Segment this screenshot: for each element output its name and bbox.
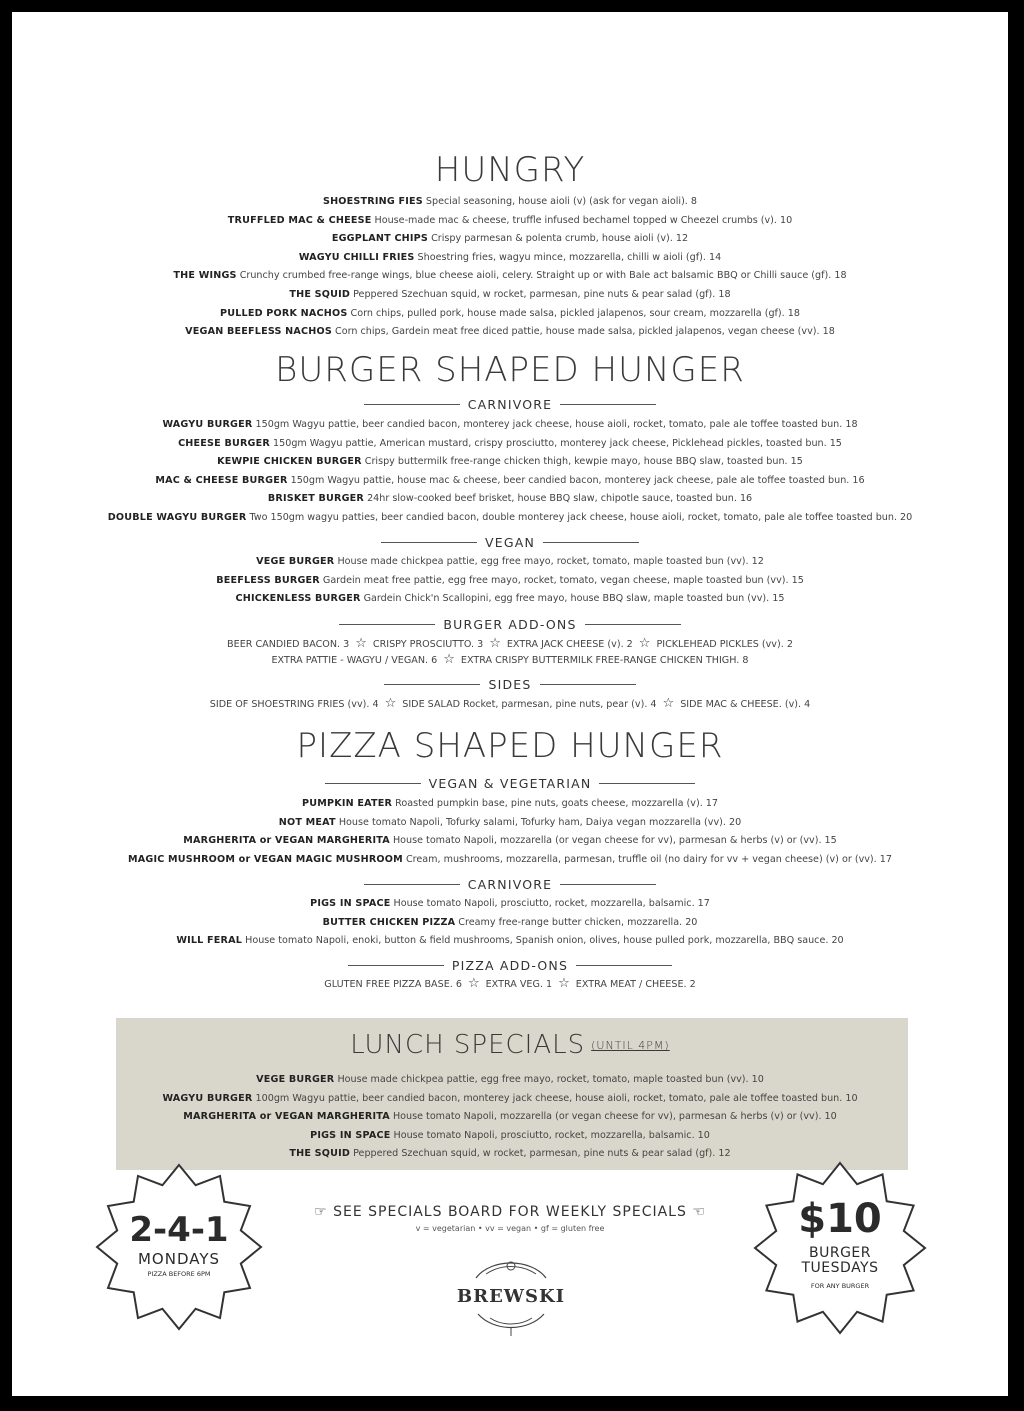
- menu-item-name: THE SQUID: [289, 1148, 351, 1160]
- menu-item-description: Crispy parmesan & polenta crumb, house aioli (v). 12: [428, 233, 689, 245]
- menu-item-description: Peppered Szechuan squid, w rocket, parmesan, pine nuts & pear salad (gf). 18: [350, 289, 731, 300]
- menu-item: [16, 233, 1004, 245]
- menu-item: [16, 1093, 1004, 1105]
- menu-item: [16, 575, 1004, 587]
- menu-item-description: 24hr slow-cooked beef brisket, house BBQ slaw, chipotle sauce, toasted bun. 16: [364, 493, 753, 505]
- menu-item-name: NOT MEAT: [278, 816, 336, 828]
- menu-item-description: Corn chips, pulled pork, house made salsa, pickled jalapenos, sour cream, mozzarella (gf). 18: [347, 307, 800, 319]
- star-icon: ☆: [467, 976, 480, 991]
- subheading-sides: SIDES: [16, 677, 1004, 692]
- menu-item-description: House made chickpea pattie, egg free mayo, rocket, tomato, maple toasted bun (vv). 12: [334, 556, 764, 567]
- addon-item: GLUTEN FREE PIZZA BASE. 6: [324, 979, 462, 990]
- menu-item: [16, 935, 1004, 947]
- menu-item-name: PULLED PORK NACHOS: [220, 307, 348, 319]
- star-icon: ☆: [638, 636, 651, 651]
- menu-item-description: House tomato Napoli, prosciutto, rocket, mozzarella, balsamic. 17: [390, 898, 710, 909]
- subheading-pizza-carnivore: CARNIVORE: [16, 877, 1004, 892]
- menu-item-name: BUTTER CHICKEN PIZZA: [322, 916, 456, 928]
- pointing-hand-icon: ☜: [692, 1204, 706, 1220]
- menu-item-name: PUMPKIN EATER: [302, 798, 393, 809]
- subheading-burger-carnivore: CARNIVORE: [16, 397, 1004, 412]
- menu-item-name: VEGE BURGER: [256, 556, 335, 567]
- menu-item: [16, 493, 1004, 505]
- menu-item: [16, 512, 1004, 524]
- addon-item: BEER CANDIED BACON. 3: [227, 639, 350, 650]
- menu-item: [16, 898, 1004, 910]
- menu-item: [16, 270, 1004, 282]
- menu-item-description: 150gm Wagyu pattie, American mustard, crispy prosciutto, monterey jack cheese, Picklehead pickles, toasted bun. 15: [269, 437, 842, 449]
- menu-item-description: Crispy buttermilk free-range chicken thigh, kewpie mayo, house BBQ slaw, toasted bun. 15: [361, 456, 803, 468]
- menu-page: [16, 16, 1004, 1392]
- menu-item-name: TRUFFLED MAC & CHEESE: [227, 214, 372, 226]
- addon-item: EXTRA VEG. 1: [485, 979, 553, 990]
- addon-item: EXTRA PATTIE - WAGYU / VEGAN. 6: [271, 655, 438, 666]
- menu-item-name: CHEESE BURGER: [178, 437, 270, 449]
- menu-item: [16, 1111, 1004, 1123]
- menu-item-description: House-made mac & cheese, truffle infused bechamel topped w Cheezel crumbs (v). 10: [371, 214, 793, 226]
- menu-item-name: MAC & CHEESE BURGER: [155, 474, 288, 486]
- menu-item-name: THE WINGS: [173, 270, 237, 282]
- menu-item-name: VEGAN BEEFLESS NACHOS: [185, 326, 332, 338]
- menu-item-name: VEGE BURGER: [256, 1074, 335, 1085]
- menu-item-name: SHOESTRING FIES: [322, 196, 423, 207]
- section-title-pizza: PIZZA SHAPED HUNGER: [296, 726, 724, 766]
- menu-item-name: WAGYU CHILLI FRIES: [298, 251, 415, 263]
- dietary-legend: v = vegetarian • vv = vegan • gf = gluten free: [415, 1224, 605, 1233]
- menu-item-description: Corn chips, Gardein meat free diced pattie, house made salsa, pickled jalapenos, vegan cheese (vv). 18: [331, 326, 835, 338]
- menu-item-description: Two 150gm wagyu patties, beer candied bacon, double monterey jack cheese, house aioli, rocket, tomato, pale ale toffee toasted bun. 20: [246, 512, 913, 523]
- menu-item: [16, 835, 1004, 847]
- menu-item-description: Peppered Szechuan squid, w rocket, parmesan, pine nuts & pear salad (gf). 12: [350, 1148, 731, 1160]
- menu-item-description: House tomato Napoli, mozzarella (or vegan cheese for vv), parmesan & herbs (v) or (vv). 10: [389, 1111, 837, 1123]
- menu-item: [16, 308, 1004, 320]
- addon-item: CRISPY PROSCIUTTO. 3: [372, 639, 484, 650]
- menu-item: [16, 326, 1004, 338]
- menu-item: [16, 1130, 1004, 1142]
- menu-item: [16, 917, 1004, 929]
- menu-item: [16, 817, 1004, 829]
- menu-item-description: House tomato Napoli, enoki, button & field mushrooms, Spanish onion, olives, house pulled pork, mozzarella, BBQ sauce. 20: [242, 935, 844, 947]
- menu-item-name: MARGHERITA or VEGAN MARGHERITA: [183, 1111, 390, 1123]
- addon-item: PICKLEHEAD PICKLES (vv). 2: [656, 639, 793, 650]
- menu-item-name: PIGS IN SPACE: [310, 1129, 391, 1141]
- section-title-burger: BURGER SHAPED HUNGER: [275, 350, 745, 390]
- addon-item: EXTRA JACK CHEESE (v). 2: [506, 639, 633, 650]
- menu-item-name: EGGPLANT CHIPS: [331, 233, 429, 245]
- menu-item-name: CHICKENLESS BURGER: [235, 593, 361, 605]
- brewski-logo: BREWSKI: [456, 1248, 566, 1338]
- subheading-burger-addons: BURGER ADD-ONS: [16, 617, 1004, 632]
- section-title-hungry: HUNGRY: [434, 150, 586, 190]
- menu-item: [16, 289, 1004, 301]
- menu-item: [16, 196, 1004, 208]
- menu-item: [16, 593, 1004, 605]
- menu-item-name: KEWPIE CHICKEN BURGER: [217, 456, 362, 468]
- star-icon: ☆: [384, 696, 397, 711]
- menu-item: [16, 475, 1004, 487]
- menu-item-description: House tomato Napoli, Tofurky salami, Tofurky ham, Daiya vegan mozzarella (vv). 20: [335, 816, 742, 828]
- menu-item-description: 100gm Wagyu pattie, beer candied bacon, monterey jack cheese, house aioli, rocket, tomato, pale ale toffee toasted bun. 10: [252, 1092, 858, 1104]
- subheading-pizza-veg: VEGAN & VEGETARIAN: [16, 776, 1004, 791]
- lunch-specials-title: LUNCH SPECIALS (UNTIL 4PM): [350, 1030, 670, 1060]
- menu-item-description: Special seasoning, house aioli (v) (ask for vegan aioli). 8: [422, 196, 698, 207]
- menu-item-description: Crunchy crumbed free-range wings, blue cheese aioli, celery. Straight up or with Bale act balsamic BBQ or Chilli sauce (gf). 18: [236, 270, 847, 282]
- menu-item: [16, 854, 1004, 866]
- star-icon: ☆: [558, 976, 570, 991]
- menu-item-name: WAGYU BURGER: [162, 419, 253, 430]
- specials-board-note: ☞ SEE SPECIALS BOARD FOR WEEKLY SPECIALS ☜: [314, 1204, 706, 1220]
- menu-item-description: House tomato Napoli, prosciutto, rocket, mozzarella, balsamic. 10: [390, 1129, 710, 1141]
- menu-item: [16, 1148, 1004, 1160]
- menu-item-name: MAGIC MUSHROOM or VEGAN MAGIC MUSHROOM: [128, 853, 403, 865]
- menu-item-name: WILL FERAL: [176, 935, 243, 947]
- menu-item-name: BEEFLESS BURGER: [216, 574, 320, 586]
- menu-item: [16, 215, 1004, 227]
- star-icon: ☆: [489, 636, 501, 651]
- addon-item: SIDE OF SHOESTRING FRIES (vv). 4: [209, 699, 379, 710]
- menu-item-description: 150gm Wagyu pattie, beer candied bacon, monterey jack cheese, house aioli, rocket, tomato, pale ale toffee toasted bun. 18: [252, 419, 858, 430]
- menu-item-description: Cream, mushrooms, mozzarella, parmesan, truffle oil (no dairy for vv + vegan cheese) (v) or (vv). 17: [402, 853, 892, 865]
- star-icon: ☆: [355, 636, 367, 651]
- sides-line: [16, 698, 1004, 711]
- menu-item-description: Gardein Chick'n Scallopini, egg free mayo, house BBQ slaw, maple toasted bun (vv). 15: [360, 593, 785, 605]
- menu-item-name: DOUBLE WAGYU BURGER: [107, 512, 247, 523]
- menu-item-description: House made chickpea pattie, egg free mayo, rocket, tomato, maple toasted bun (vv). 10: [334, 1074, 764, 1085]
- menu-item: [16, 556, 1004, 568]
- menu-item: [16, 438, 1004, 450]
- menu-item-name: MARGHERITA or VEGAN MARGHERITA: [183, 835, 390, 847]
- menu-item: [16, 252, 1004, 264]
- star-icon: ☆: [662, 696, 675, 711]
- menu-item-name: THE SQUID: [289, 289, 351, 300]
- subheading-burger-vegan: VEGAN: [16, 535, 1004, 550]
- addon-item: EXTRA MEAT / CHEESE. 2: [575, 979, 696, 990]
- menu-item-description: Creamy free-range butter chicken, mozzarella. 20: [455, 916, 698, 928]
- star-icon: ☆: [443, 652, 455, 667]
- menu-item: [16, 419, 1004, 431]
- burger-addons-line-1: [16, 638, 1004, 651]
- menu-item-name: BRISKET BURGER: [267, 493, 365, 505]
- menu-item-description: Roasted pumpkin base, pine nuts, goats cheese, mozzarella (v). 17: [392, 798, 718, 809]
- addon-item: SIDE SALAD Rocket, parmesan, pine nuts, pear (v). 4: [402, 699, 657, 710]
- menu-item: [16, 456, 1004, 468]
- menu-item: [16, 798, 1004, 810]
- subheading-pizza-addons: PIZZA ADD-ONS: [16, 958, 1004, 973]
- pointing-hand-icon: ☞: [314, 1204, 328, 1220]
- menu-item-name: WAGYU BURGER: [162, 1092, 253, 1104]
- menu-item-name: PIGS IN SPACE: [310, 898, 391, 909]
- badge-10-burger-tuesdays: $10 BURGER TUESDAYS FOR ANY BURGER: [752, 1160, 928, 1336]
- addon-item: EXTRA CRISPY BUTTERMILK FREE-RANGE CHICKEN THIGH. 8: [460, 655, 749, 666]
- badge-2-4-1-mondays: 2-4-1 MONDAYS PIZZA BEFORE 6PM: [94, 1162, 264, 1332]
- menu-item: [16, 1074, 1004, 1086]
- addon-item: SIDE MAC & CHEESE. (v). 4: [680, 699, 811, 710]
- menu-item-description: Shoestring fries, wagyu mince, mozzarella, chilli w aioli (gf). 14: [414, 251, 722, 263]
- menu-item-description: Gardein meat free pattie, egg free mayo, rocket, tomato, vegan cheese, maple toasted bun (vv). 15: [319, 574, 804, 586]
- menu-item-description: 150gm Wagyu pattie, house mac & cheese, beer candied bacon, monterey jack cheese, pale ale toffee toasted bun. 16: [287, 474, 865, 486]
- burger-addons-line-2: [16, 654, 1004, 667]
- menu-item-description: House tomato Napoli, mozzarella (or vegan cheese for vv), parmesan & herbs (v) or (vv). 15: [389, 835, 837, 847]
- pizza-addons-line: [16, 978, 1004, 991]
